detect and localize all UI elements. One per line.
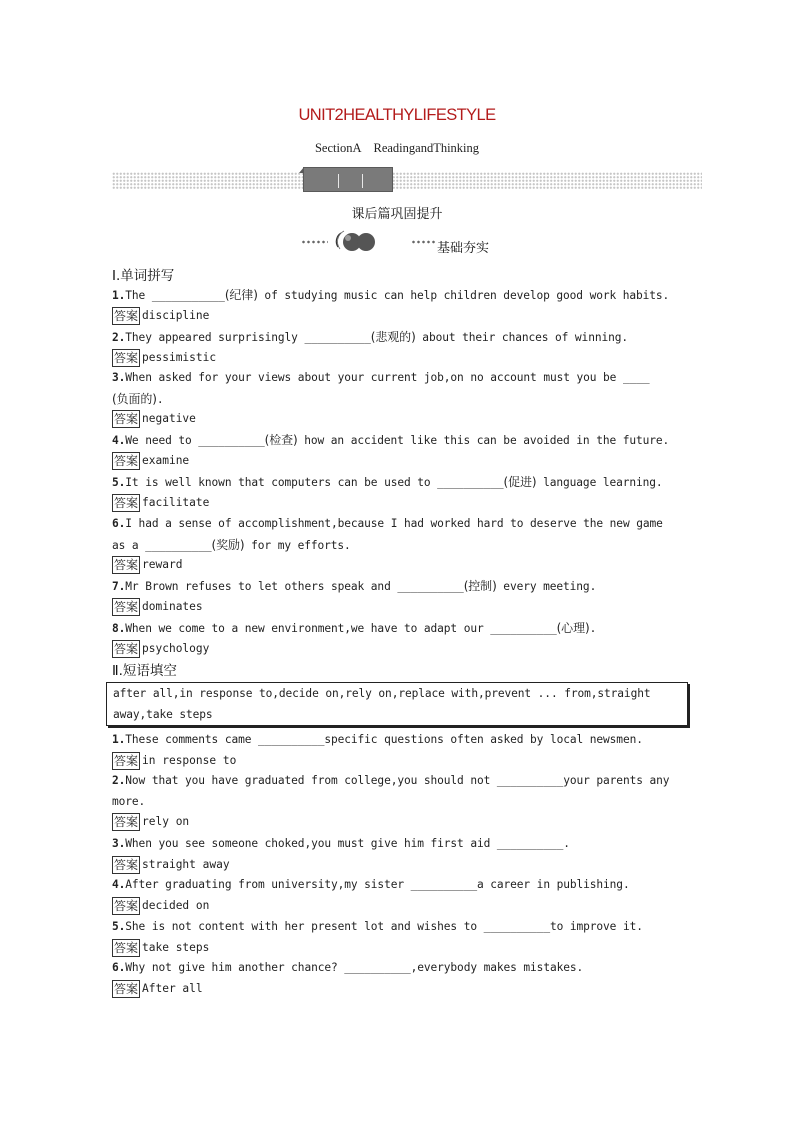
question-line — [112, 430, 702, 452]
question-text: of studying music can help children develop good work habits. — [257, 289, 670, 302]
question-text: Why not give him another chance? __________,everybody makes mistakes. — [125, 961, 584, 974]
question-line — [112, 834, 702, 855]
section-subtitle — [0, 141, 794, 156]
part2-heading: Ⅱ.短语填空 — [112, 663, 177, 679]
answer-text: dominates — [142, 599, 203, 613]
answer-label: 答案 — [114, 558, 139, 572]
question-text: more. — [112, 794, 146, 808]
question-line — [112, 389, 702, 411]
question-number: 5. — [112, 920, 126, 933]
answer-label: 答案 — [114, 815, 139, 829]
chinese-hint: (心理) — [556, 621, 590, 635]
question-text: When asked for your views about your current job,on no account must you be ____ — [125, 371, 650, 384]
question-line — [112, 535, 702, 557]
answer-label: 答案 — [114, 898, 139, 913]
answer-text: After all — [142, 981, 203, 995]
question-line — [112, 472, 702, 494]
answer-label: 答案 — [114, 495, 139, 510]
answer-text: examine — [142, 453, 190, 467]
question-text: about their chances of winning. — [415, 331, 629, 344]
question-number: 3. — [112, 837, 126, 850]
question-number: 4. — [112, 878, 126, 891]
answer-text: in response to — [142, 753, 237, 767]
chinese-hint: (奖励) — [211, 537, 245, 552]
question-text: language learning. — [536, 476, 663, 489]
answer-label: 答案 — [114, 350, 139, 365]
answer-text: psychology — [142, 641, 210, 655]
phrase-bank-line: after all,in response to,decide on,rely on,replace with,prevent ... from,straight — [113, 687, 651, 700]
answer-text: straight away — [142, 857, 230, 871]
subtitle-topic: ReadingandThinking — [373, 141, 480, 155]
question-text: It is well known that computers can be used to __________ — [125, 476, 504, 489]
answer-row — [112, 640, 209, 658]
question-text: She is not content with her present lot and wishes to __________to improve it. — [125, 920, 643, 933]
sub-section-label: 基础夯实 — [437, 241, 490, 256]
question-line — [112, 771, 702, 792]
chinese-hint: (控制) — [463, 579, 497, 593]
dotted-banner — [112, 172, 702, 190]
answer-row — [112, 307, 209, 325]
part1-heading: Ⅰ.单词拼写 — [112, 268, 175, 284]
answer-row — [112, 813, 189, 831]
decorative-dots-right — [411, 240, 435, 244]
answer-label: 答案 — [114, 940, 139, 955]
question-text: When we come to a new environment,we have to adapt our __________ — [125, 622, 557, 635]
answer-text: rely on — [142, 815, 190, 828]
question-number: 1. — [112, 289, 126, 302]
question-line — [112, 958, 702, 979]
answer-label: 答案 — [114, 857, 139, 872]
question-line — [112, 285, 702, 307]
answer-text: reward — [142, 558, 183, 571]
answer-row — [112, 856, 230, 874]
question-number: 1. — [112, 733, 126, 746]
question-number: 2. — [112, 774, 126, 787]
question-number: 2. — [112, 331, 126, 344]
question-text: every meeting. — [496, 580, 597, 593]
question-number: 4. — [112, 434, 126, 447]
subtitle-section: SectionA — [314, 141, 362, 155]
question-number: 3. — [112, 371, 126, 384]
answer-row — [112, 556, 182, 574]
phrase-bank-line: away,take steps — [113, 708, 213, 721]
answer-text: pessimistic — [142, 350, 217, 364]
question-text: Mr Brown refuses to let others speak and __________ — [125, 580, 464, 593]
answer-row — [112, 452, 189, 470]
answer-row — [112, 752, 236, 770]
question-text: We need to __________ — [125, 434, 265, 447]
chinese-hint: (负面的) — [112, 391, 157, 406]
question-line — [112, 576, 702, 598]
question-text: how an accident like this can be avoided in the future. — [297, 434, 670, 447]
question-text: The ___________ — [125, 289, 225, 302]
answer-label: 答案 — [114, 308, 139, 323]
banner-tab — [303, 167, 393, 192]
question-line — [112, 618, 702, 640]
answer-text: negative — [142, 412, 196, 425]
answer-label: 答案 — [114, 599, 139, 614]
question-text: These comments came __________specific questions often asked by local newsmen. — [125, 733, 643, 746]
question-text: I had a sense of accomplishment,because I had worked hard to deserve the new game — [125, 517, 663, 530]
answer-text: facilitate — [142, 495, 210, 509]
answer-row — [112, 897, 209, 915]
answer-label: 答案 — [114, 641, 139, 656]
answer-label: 答案 — [114, 412, 139, 426]
question-line — [112, 792, 702, 813]
answer-row — [112, 410, 196, 428]
question-line — [112, 730, 702, 751]
question-text: Now that you have graduated from college,you should not __________your parents any — [125, 774, 670, 787]
double-circle-icon — [333, 229, 379, 253]
answer-text: take steps — [142, 940, 210, 954]
question-text: . — [589, 622, 597, 635]
question-number: 5. — [112, 476, 126, 489]
answer-label: 答案 — [114, 981, 139, 996]
question-line — [112, 875, 702, 896]
chinese-hint: (促进) — [503, 475, 537, 489]
question-text: as a __________ — [112, 538, 212, 552]
decorative-dots-left — [301, 240, 328, 244]
question-number: 6. — [112, 517, 126, 530]
answer-row — [112, 598, 203, 616]
answer-text: discipline — [142, 308, 210, 322]
answer-label: 答案 — [114, 753, 139, 768]
question-line — [112, 917, 702, 938]
phrase-bank — [106, 682, 688, 726]
answer-row — [112, 349, 216, 367]
chinese-hint: (检查) — [264, 433, 298, 447]
answer-text: decided on — [142, 898, 210, 912]
answer-label: 答案 — [114, 453, 139, 468]
section-label: 课后篇巩固提升 — [351, 207, 443, 222]
question-line — [112, 327, 702, 349]
question-text: They appeared surprisingly __________ — [125, 331, 371, 344]
question-number: 8. — [112, 622, 126, 635]
question-text: When you see someone choked,you must give him first aid __________. — [125, 837, 570, 850]
question-number: 6. — [112, 961, 126, 974]
question-text: for my efforts. — [244, 538, 351, 552]
answer-row — [112, 494, 209, 512]
question-line — [112, 368, 702, 389]
chinese-hint: (纪律) — [224, 288, 258, 302]
unit-title: UNIT2HEALTHYLIFESTYLE — [298, 106, 496, 124]
question-text: After graduating from university,my sister __________a career in publishing. — [125, 878, 630, 891]
question-line — [112, 514, 702, 535]
answer-row — [112, 939, 209, 957]
question-text: . — [156, 392, 164, 406]
answer-row — [112, 980, 203, 998]
question-number: 7. — [112, 580, 126, 593]
chinese-hint: (悲观的) — [370, 330, 416, 344]
